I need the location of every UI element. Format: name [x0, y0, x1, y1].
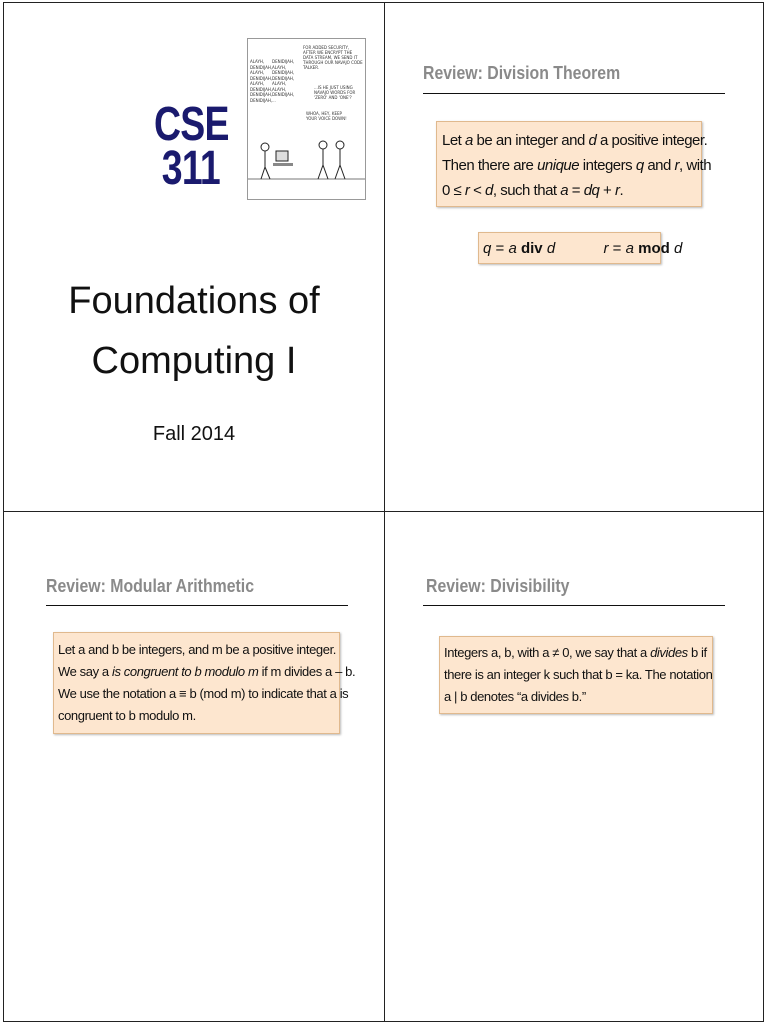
slide-division-theorem — [385, 3, 764, 511]
comic-figure-head-1 — [261, 143, 269, 151]
course-number: 311 — [161, 142, 220, 195]
xkcd-comic — [247, 38, 366, 200]
course-logo — [154, 98, 229, 195]
comic-figure-leg-5 — [335, 165, 340, 179]
slide-modular-arithmetic — [4, 512, 384, 1022]
comic-figure-leg-3 — [318, 165, 323, 179]
comic-figure-head-2 — [319, 141, 327, 149]
comic-caption-top: FOR ADDED SECURITY, AFTER WE ENCRYPT THE DATA STREAM, WE SEND IT THROUGH OUR NAVAJO CODE TALKER. — [303, 45, 363, 70]
definition-line-2: We say a is congruent to b modulo m if m divides a – b. — [58, 664, 356, 679]
heading-rule — [423, 605, 725, 606]
definition-line-4: congruent to b modulo m. — [58, 708, 196, 723]
definition-line-1: Let a and b be integers, and m be a positive integer. — [58, 642, 337, 657]
comic-figure-leg-4 — [323, 165, 328, 179]
theorem-box — [436, 121, 712, 207]
theorem-line-1: Let a be an integer and d a positive integer. — [442, 132, 708, 149]
comic-figure-leg-2 — [265, 167, 270, 179]
definition-line-3: a | b denotes “a divides b.” — [444, 689, 586, 704]
slide-main-title: Foundations of Computing I — [68, 280, 320, 382]
comic-caption-bottom: WHOA, HEY, KEEP YOUR VOICE DOWN! — [306, 111, 347, 121]
course-code: CSE — [154, 98, 229, 151]
slide-heading: Review: Modular Arithmetic — [46, 576, 255, 596]
slide-divisibility — [385, 512, 764, 1022]
definition-line-2: there is an integer k such that b = ka. The notation — [444, 667, 713, 682]
heading-rule — [46, 605, 348, 606]
mod-formula: r = a mod d — [603, 240, 683, 257]
comic-figure-head-3 — [336, 141, 344, 149]
comic-desk — [273, 163, 293, 166]
div-formula: q = a div d — [483, 240, 556, 257]
definition-line-1: Integers a, b, with a ≠ 0, we say that a divides b if — [444, 645, 707, 660]
comic-code-column-1: ALAYH, DENIDIJAH, ALAYH, DENIDIJAH, ALAYH, DENIDIJAH, DENIDIJAH, DENIDIJAH, — [250, 59, 273, 103]
comic-monitor — [276, 151, 288, 161]
comic-code-column-2: DENIDIJAH, ALAYH, DENIDIJAH, DENIDIJAH, ALAYH, ALAYH, DENIDIJAH, ... — [272, 59, 295, 103]
definition-box — [53, 632, 356, 734]
comic-figure-leg-6 — [340, 165, 345, 179]
comic-caption-middle: ...IS HE JUST USING NAVAJO WORDS FOR 'ZERO' AND 'ONE'? — [314, 85, 356, 100]
heading-rule — [423, 93, 725, 94]
definition-line-3: We use the notation a ≡ b (mod m) to indicate that a is — [58, 686, 349, 701]
theorem-line-3: 0 ≤ r < d, such that a = dq + r. — [442, 182, 624, 199]
definition-box — [439, 636, 713, 714]
div-mod-formula-box — [478, 232, 683, 264]
term-label: Fall 2014 — [152, 423, 236, 445]
comic-figure-leg-1 — [261, 167, 265, 179]
slide-title — [4, 3, 384, 511]
slide-heading: Review: Divisibility — [426, 576, 570, 596]
slide-heading: Review: Division Theorem — [423, 63, 621, 83]
theorem-line-2: Then there are unique integers q and r, with — [442, 157, 712, 174]
